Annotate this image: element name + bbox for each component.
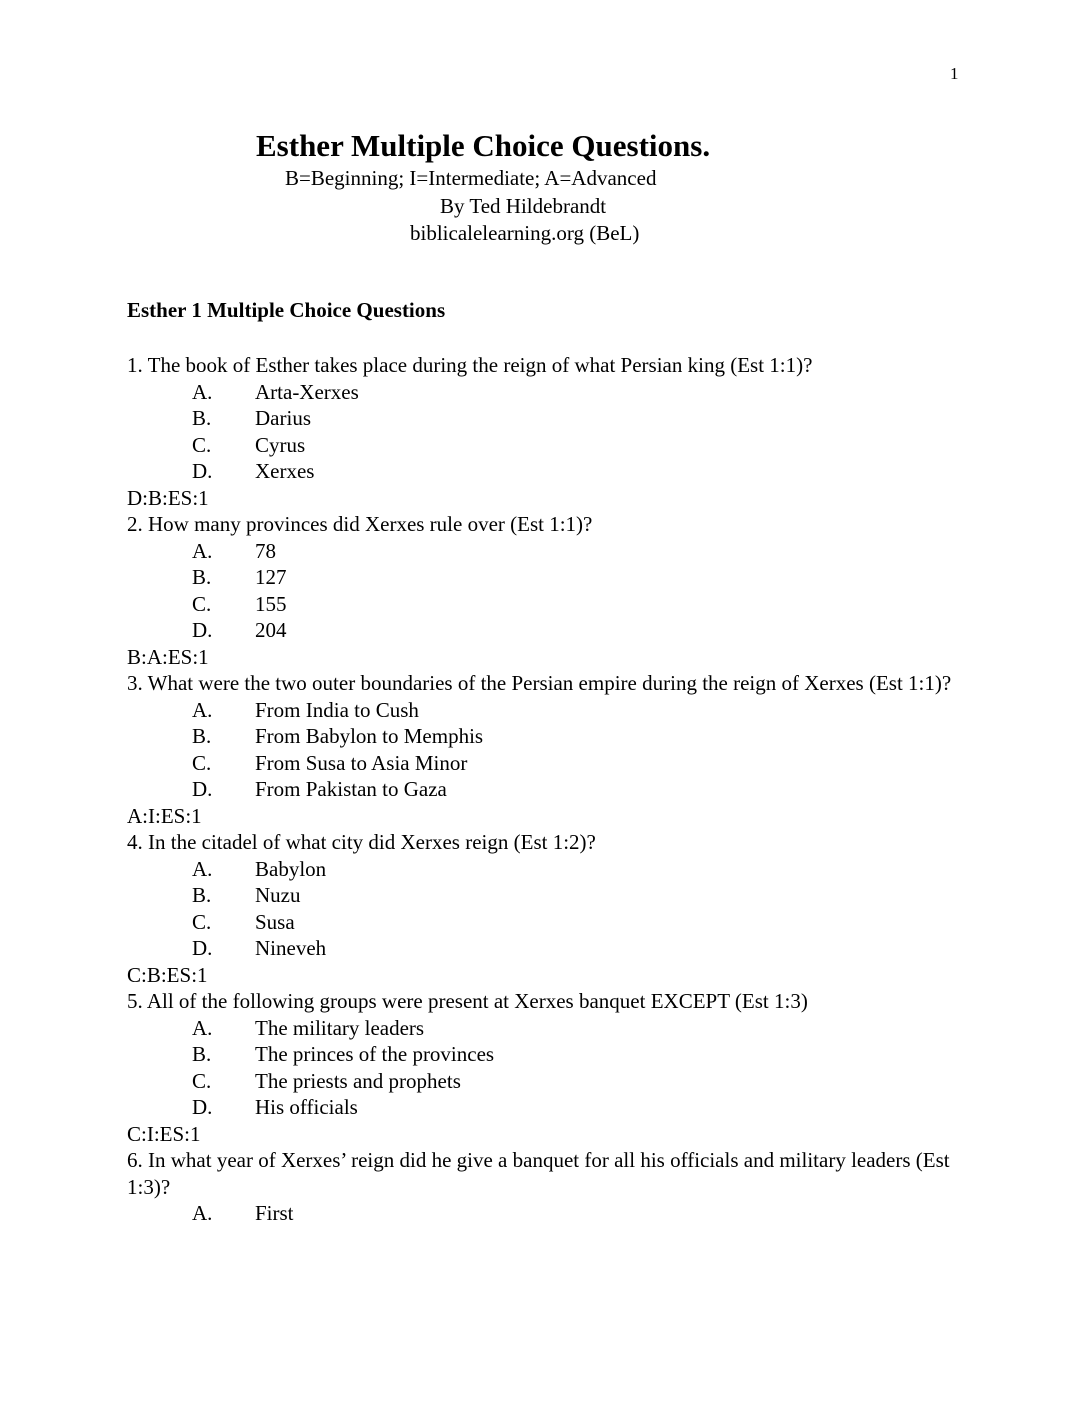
option-letter: B.: [192, 883, 212, 907]
option-letter: D.: [192, 618, 213, 642]
answer-option: [127, 1094, 957, 1121]
option-text: Babylon: [255, 856, 327, 881]
answer-option: [127, 538, 957, 565]
answer-option: [127, 935, 957, 962]
question-text: 6. In what year of Xerxes’ reign did he give a banquet for all his officials and military leaders (Est 1:3)?: [127, 1148, 950, 1199]
option-letter: C.: [192, 591, 212, 616]
question-item: [127, 829, 957, 988]
question-item: [127, 670, 957, 829]
option-letter: C.: [192, 750, 212, 775]
answer-option: [127, 617, 957, 644]
option-letter: D.: [192, 777, 213, 801]
option-text: Nineveh: [255, 936, 327, 960]
question-text: 1. The book of Esther takes place during the reign of what Persian king (Est 1:1)?: [127, 353, 813, 377]
option-text: The princes of the provinces: [255, 1042, 495, 1066]
answer-option: [127, 723, 957, 750]
question-text: 2. How many provinces did Xerxes rule over (Est 1:1)?: [127, 512, 593, 536]
question-text: 3. What were the two outer boundaries of the Persian empire during the reign of Xerxes (Est 1:1)?: [127, 671, 952, 695]
option-text: The military leaders: [255, 1015, 425, 1040]
option-text: Xerxes: [255, 459, 315, 483]
option-letter: B.: [192, 406, 212, 430]
option-letter: A.: [192, 1015, 213, 1040]
option-text: The priests and prophets: [255, 1068, 461, 1093]
answer-option: [127, 1200, 957, 1227]
option-text: From India to Cush: [255, 697, 419, 722]
document-title: Esther Multiple Choice Questions.: [256, 128, 711, 163]
question-item: [127, 352, 957, 511]
option-letter: A.: [192, 538, 213, 563]
question-list: [127, 352, 957, 1227]
option-text: 127: [255, 565, 287, 589]
answer-option: [127, 379, 957, 406]
page-number: 1: [950, 64, 959, 83]
answer-key: B:A:ES:1: [127, 644, 209, 669]
answer-option: [127, 1041, 957, 1068]
option-text: From Susa to Asia Minor: [255, 750, 468, 775]
answer-option: [127, 909, 957, 936]
answer-option: [127, 882, 957, 909]
option-letter: B.: [192, 1042, 212, 1066]
answer-key: A:I:ES:1: [127, 803, 202, 828]
question-item: [127, 988, 957, 1147]
answer-option: [127, 458, 957, 485]
option-text: 204: [255, 618, 287, 642]
option-text: First: [255, 1201, 294, 1225]
answer-option: [127, 1015, 957, 1042]
option-text: From Babylon to Memphis: [255, 724, 484, 748]
website-line: biblicalelearning.org (BeL): [410, 221, 640, 245]
question-text: 4. In the citadel of what city did Xerxes reign (Est 1:2)?: [127, 830, 596, 854]
option-letter: A.: [192, 379, 213, 404]
option-letter: D.: [192, 936, 213, 960]
answer-option: [127, 776, 957, 803]
question-text: 5. All of the following groups were present at Xerxes banquet EXCEPT (Est 1:3): [127, 989, 808, 1013]
option-letter: D.: [192, 1095, 213, 1119]
section-heading: Esther 1 Multiple Choice Questions: [127, 298, 446, 322]
option-letter: C.: [192, 909, 212, 934]
option-text: From Pakistan to Gaza: [255, 777, 447, 801]
option-letter: A.: [192, 856, 213, 881]
option-text: Nuzu: [255, 883, 301, 907]
author-line: By Ted Hildebrandt: [440, 194, 607, 218]
option-text: Cyrus: [255, 432, 306, 457]
option-letter: C.: [192, 1068, 212, 1093]
answer-key: C:I:ES:1: [127, 1121, 201, 1146]
question-item: [127, 1147, 957, 1227]
option-text: Susa: [255, 909, 295, 934]
answer-option: [127, 564, 957, 591]
option-text: His officials: [255, 1095, 358, 1119]
difficulty-legend: B=Beginning; I=Intermediate; A=Advanced: [285, 166, 657, 190]
answer-option: [127, 591, 957, 618]
option-text: 155: [255, 591, 287, 616]
answer-option: [127, 750, 957, 777]
option-text: Arta-Xerxes: [255, 379, 359, 404]
answer-option: [127, 405, 957, 432]
option-letter: B.: [192, 565, 212, 589]
answer-option: [127, 1068, 957, 1095]
answer-key: D:B:ES:1: [127, 485, 209, 510]
option-letter: A.: [192, 1201, 213, 1225]
answer-option: [127, 432, 957, 459]
answer-option: [127, 697, 957, 724]
option-letter: D.: [192, 459, 213, 483]
option-letter: B.: [192, 724, 212, 748]
question-item: [127, 511, 957, 670]
option-letter: A.: [192, 697, 213, 722]
answer-option: [127, 856, 957, 883]
answer-key: C:B:ES:1: [127, 962, 208, 987]
option-text: 78: [255, 538, 276, 563]
option-letter: C.: [192, 432, 212, 457]
option-text: Darius: [255, 406, 311, 430]
